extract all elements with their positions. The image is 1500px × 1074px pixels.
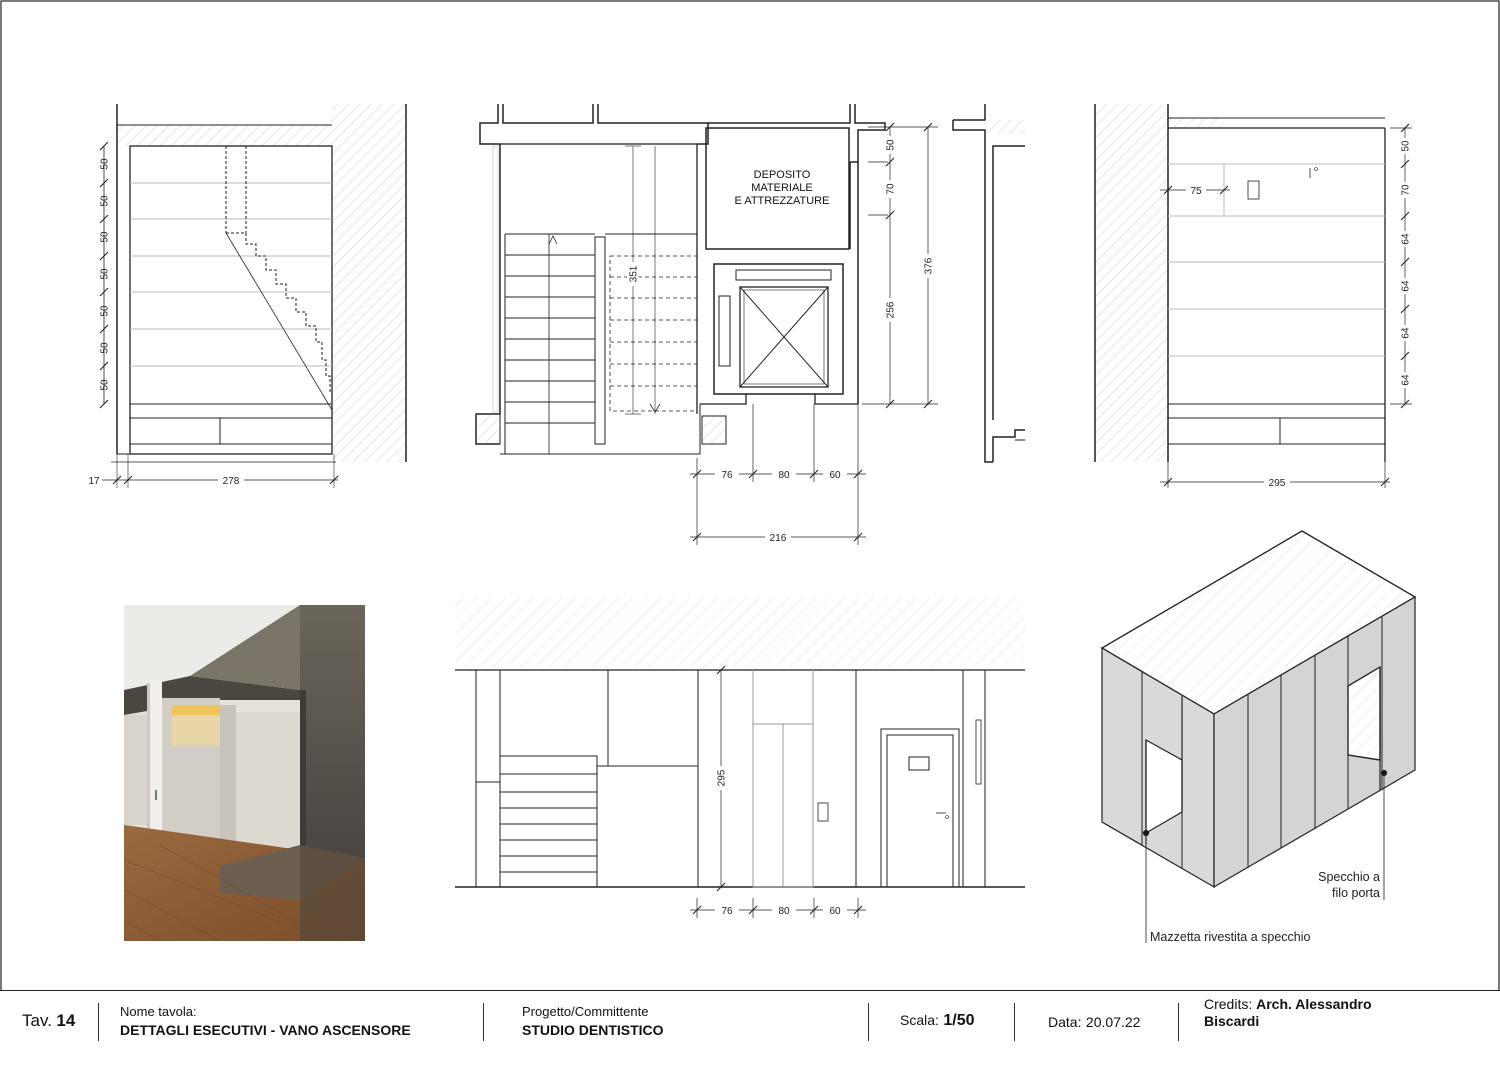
date-cell: [1048, 1014, 1140, 1074]
dim-label: 64: [1400, 327, 1412, 339]
dim-label: 50: [99, 379, 111, 391]
dim-label: 50: [99, 342, 111, 354]
dim-label: 295: [1268, 478, 1286, 489]
dim-label: 256: [885, 301, 897, 319]
dim-label: 295: [716, 769, 728, 787]
date-value: 20.07.22: [1085, 1014, 1141, 1030]
sheet-number: 14: [56, 1011, 76, 1030]
sheet-number-cell: [22, 1011, 75, 1071]
dim-label: 80: [778, 906, 790, 917]
wall-section: [953, 104, 1025, 462]
dim-label: 50: [1400, 140, 1412, 152]
note-jamb: Mazzetta rivestita a specchio: [1150, 930, 1311, 944]
dim-label: 351: [628, 265, 640, 283]
dim-label: 76: [721, 906, 733, 917]
scale-label: Scala:: [900, 1012, 939, 1028]
sheet-name-cell: [120, 1004, 411, 1064]
dim-label: 50: [99, 268, 111, 280]
room-label-line: E ATTREZZATURE: [734, 195, 830, 207]
sheet-name-label: Nome tavola:: [120, 1004, 197, 1019]
project-label: Progetto/Committente: [522, 1004, 649, 1019]
dim-label: 70: [1400, 184, 1412, 196]
title-block: [0, 990, 1500, 1050]
date-label: Data:: [1048, 1014, 1082, 1030]
project-cell: [522, 1004, 664, 1064]
dim-label: 50: [99, 195, 111, 207]
dim-label: 278: [222, 476, 240, 487]
plan-drawing: [476, 104, 938, 545]
dim-label: 80: [778, 470, 790, 481]
interior-photo: [124, 605, 365, 941]
note-mirror-line: Specchio a: [1318, 870, 1380, 884]
dim-label: 17: [88, 476, 100, 487]
note-mirror-line: filo porta: [1332, 886, 1380, 900]
dim-label: 64: [1400, 280, 1412, 292]
dim-label: 60: [829, 470, 841, 481]
dim-label: 376: [923, 257, 935, 275]
dim-label: 70: [885, 183, 897, 195]
credits-label: Credits:: [1204, 996, 1253, 1012]
sheet-name-value: DETTAGLI ESECUTIVI - VANO ASCENSORE: [120, 1022, 411, 1038]
elevation-dims: [715, 766, 847, 917]
scale-value: 1/50: [943, 1012, 975, 1029]
dim-label: 64: [1400, 374, 1412, 386]
dim-label: 216: [769, 533, 787, 544]
scale-cell: [900, 1012, 975, 1072]
room-label-line: DEPOSITO: [753, 169, 811, 181]
credits-value: Arch. Alessandro: [1256, 996, 1372, 1012]
dim-label: 60: [829, 906, 841, 917]
dim-label: 64: [1400, 233, 1412, 245]
divider: [868, 1003, 869, 1041]
divider: [1178, 1003, 1179, 1041]
dim-label: 50: [885, 139, 897, 151]
credits-value-line-2: Biscardi: [1204, 1013, 1260, 1029]
section-right-dims: [1186, 138, 1412, 489]
project-value: STUDIO DENTISTICO: [522, 1022, 664, 1038]
elevation-drawing: [455, 598, 1025, 918]
section-right: [1095, 104, 1412, 488]
divider: [98, 1003, 99, 1041]
divider: [483, 1003, 484, 1041]
dim-label: 50: [99, 305, 111, 317]
axonometric-notes: [1150, 870, 1380, 944]
divider: [1014, 1003, 1015, 1041]
dim-label: 50: [99, 158, 111, 170]
room-label-line: MATERIALE: [751, 182, 813, 194]
section-left: [92, 104, 406, 488]
credits-cell: [1204, 996, 1372, 1056]
sheet-prefix: Tav.: [22, 1011, 52, 1030]
dim-label: 75: [1190, 186, 1202, 197]
dim-label: 76: [721, 470, 733, 481]
dim-label: 50: [99, 231, 111, 243]
